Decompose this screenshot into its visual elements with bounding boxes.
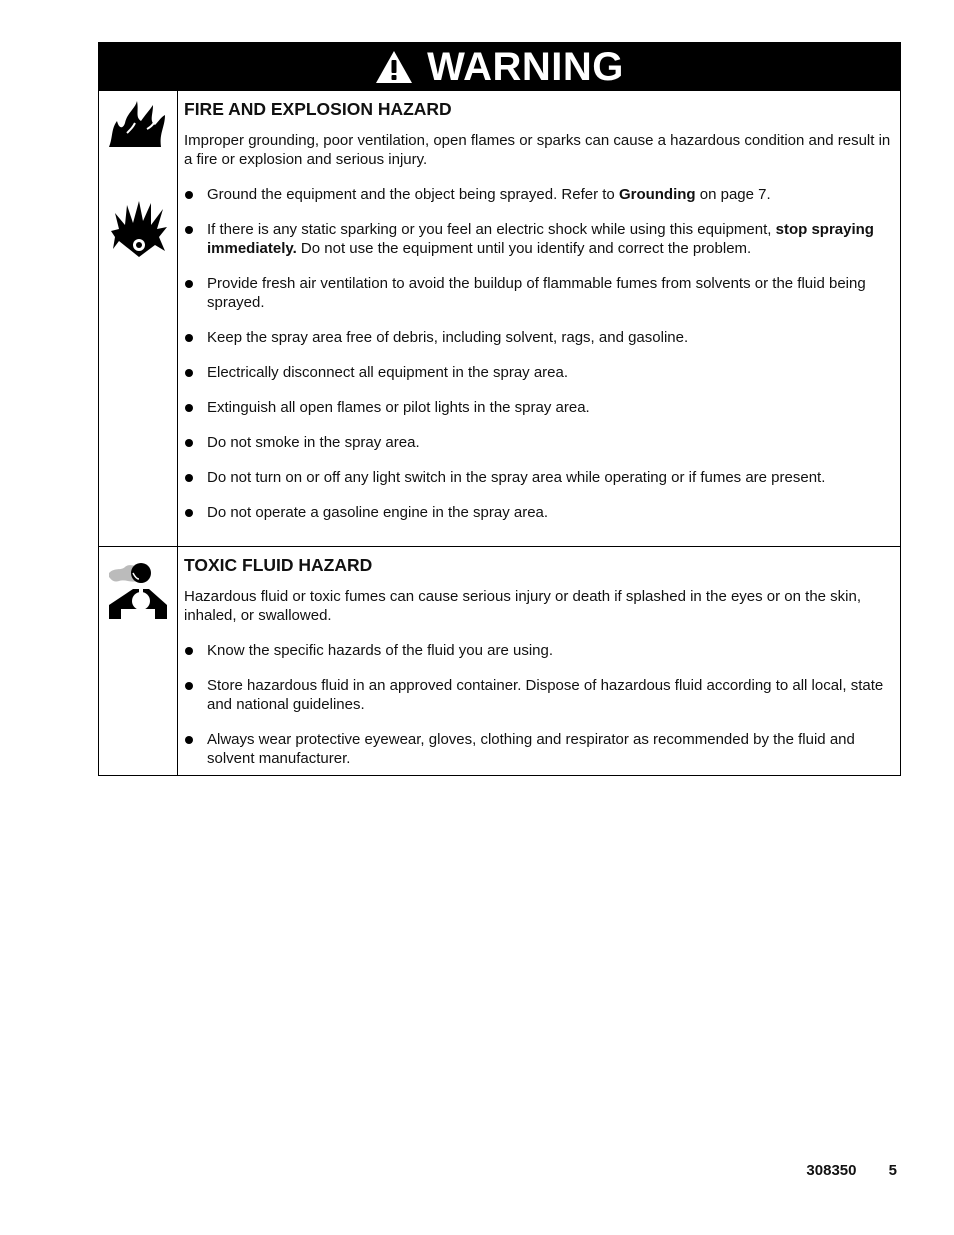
fire-hazard-intro: Improper grounding, poor ventilation, open flames or sparks can cause a hazardous condition and result in a fire or explosion and serious injury. [184, 132, 891, 168]
toxic-bullet-know: Know the specific hazards of the fluid you are using. [184, 641, 892, 660]
fire-bullet-engine: Do not operate a gasoline engine in the spray area. [184, 503, 892, 522]
fire-bullet-grounding: Ground the equipment and the object being sprayed. Refer to Grounding on page 7. [184, 185, 892, 204]
toxic-bullet-store: Store hazardous fluid in an approved container. Dispose of hazardous fluid according to all local, state and national guidelines. [184, 676, 892, 714]
toxic-text-cell [178, 547, 900, 775]
fire-bullet-disconnect: Electrically disconnect all equipment in the spray area. [184, 363, 892, 382]
fire-text-cell [178, 91, 900, 546]
document-number: 308350 [806, 1162, 857, 1179]
fire-hazard-title: FIRE AND EXPLOSION HAZARD [184, 99, 452, 119]
toxic-bullet-list [184, 641, 892, 768]
toxic-hazard-title: TOXIC FLUID HAZARD [184, 555, 373, 575]
warning-box [98, 42, 901, 776]
page-footer [806, 1162, 897, 1179]
toxic-icon-cell [99, 547, 178, 775]
toxic-hazard-intro: Hazardous fluid or toxic fumes can cause serious injury or death if splashed in the eyes or on the skin, inhaled, or swallowed. [184, 588, 862, 624]
fire-hazard-row [99, 91, 900, 547]
warning-triangle-icon [375, 50, 413, 84]
fire-bullet-debris: Keep the spray area free of debris, including solvent, rags, and gasoline. [184, 328, 892, 347]
fire-icon [107, 99, 169, 154]
fire-bullet-switch: Do not turn on or off any light switch in the spray area while operating or if fumes are present. [184, 468, 892, 487]
fire-bullet-flames: Extinguish all open flames or pilot lights in the spray area. [184, 398, 892, 417]
fire-bullet-ventilation: Provide fresh air ventilation to avoid the buildup of flammable fumes from solvents or the fluid being sprayed. [184, 274, 892, 312]
fire-bullet-list [184, 185, 892, 522]
toxic-hazard-row [99, 547, 900, 776]
fire-bullet-smoke: Do not smoke in the spray area. [184, 433, 892, 452]
page-number: 5 [888, 1162, 897, 1179]
explosion-icon [111, 201, 167, 264]
toxic-bullet-protective: Always wear protective eyewear, gloves, clothing and respirator as recommended by the fluid and solvent manufacturer. [184, 730, 892, 768]
warning-banner [99, 43, 900, 91]
fire-bullet-static: If there is any static sparking or you feel an electric shock while using this equipment, stop spraying immediately. Do not use the equipment until you identify and correct the problem. [184, 220, 892, 258]
fire-icon-cell [99, 91, 178, 546]
toxic-fumes-person-icon [107, 559, 169, 628]
warning-title: WARNING [427, 44, 624, 89]
